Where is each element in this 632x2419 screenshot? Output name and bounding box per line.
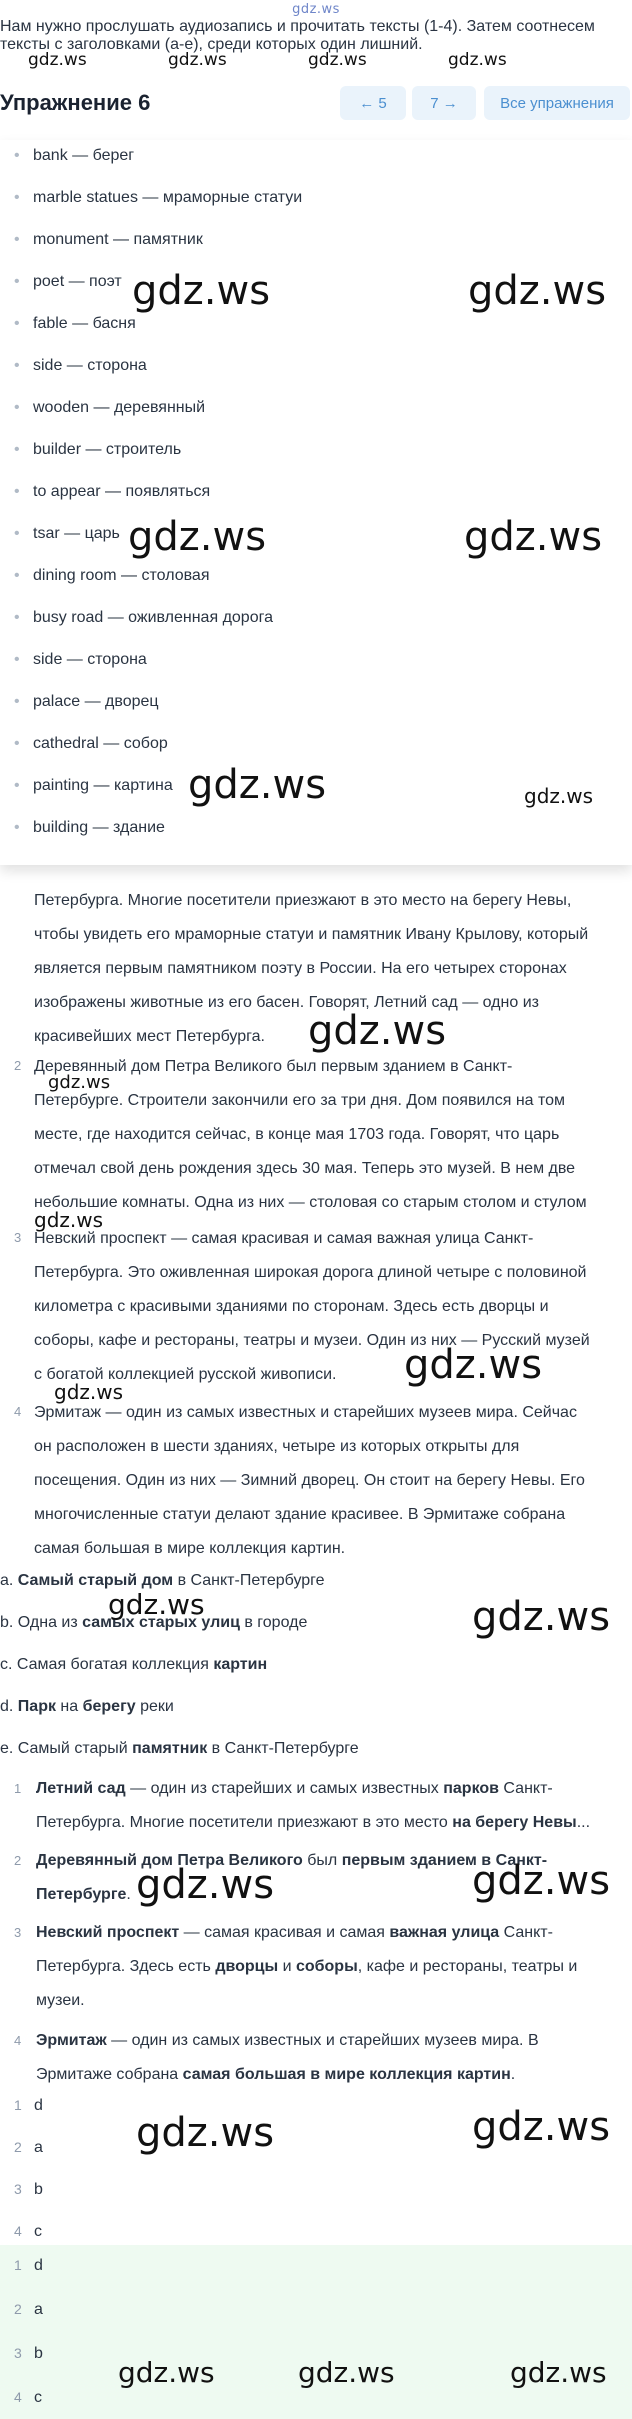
answer-value: a: [34, 2139, 43, 2156]
watermark: gdz.ws: [108, 1588, 205, 1621]
analysis-4: [36, 2024, 626, 2092]
vocabulary-panel: [0, 140, 632, 865]
vocab-item: • painting — картина: [14, 776, 173, 796]
option-letter: c.: [0, 1656, 13, 1673]
option-keyword: самых старых улиц: [82, 1614, 240, 1631]
vocab-item: • tsar — царь: [14, 524, 120, 544]
analysis-text: ...: [576, 1814, 591, 1831]
text-line: Эрмитаж — один из самых известных и старейших музеев мира. Сейчас: [34, 1404, 577, 1421]
option-keyword: картин: [213, 1656, 268, 1673]
watermark: gdz.ws: [404, 1342, 543, 1388]
answer-number: 4: [14, 2223, 22, 2239]
correct-value: d: [34, 2257, 43, 2274]
option-keyword: памятник: [132, 1740, 208, 1757]
analysis-text: .: [510, 2066, 516, 2083]
text-line: является первым памятником поэту в России. На его четырех сторонах: [34, 960, 567, 977]
watermark: gdz.ws: [468, 268, 607, 314]
vocab-item: • bank — берег: [14, 146, 134, 166]
intro-text: [0, 18, 630, 54]
vocab-item: • building — здание: [14, 818, 165, 838]
text-number: 2: [14, 1058, 22, 1073]
watermark: gdz.ws: [472, 1594, 611, 1640]
text-line: многочисленные статуи делают здание красивее. В Эрмитаже собрана: [34, 1506, 566, 1523]
watermark: gdz.ws: [464, 514, 603, 560]
answer-number: 1: [14, 2097, 22, 2113]
analysis-text: — самая красивая и самая: [179, 1924, 390, 1941]
vocab-item: • to appear — появляться: [14, 482, 210, 502]
watermark: gdz.ws: [118, 2356, 215, 2389]
answer-value: b: [34, 2181, 43, 2198]
watermark: gdz.ws: [524, 784, 594, 808]
analysis-keyword: первым зданием в Санкт-: [341, 1852, 548, 1869]
analysis-line: [36, 1772, 626, 1806]
correct-number: 4: [14, 2389, 22, 2405]
analysis-text: Эрмитаже собрана: [36, 2066, 183, 2083]
answer-value: c: [34, 2223, 42, 2240]
text-line: соборы, кафе и рестораны, театры и музеи. Один из них — Русский музей: [34, 1332, 590, 1349]
intro-line: Нам нужно прослушать аудиозапись и прочитать тексты (1-4). Затем соотнесем: [0, 18, 595, 35]
text-number: 4: [14, 1404, 22, 1419]
text-line: изображены животные из его басен. Говорят, Летний сад — одно из: [34, 994, 539, 1011]
vocab-item: • side — сторона: [14, 356, 147, 376]
text-2: [34, 1050, 624, 1220]
watermark: gdz.ws: [510, 2356, 607, 2389]
analysis-line: [36, 1916, 626, 1950]
option-letter: b.: [0, 1614, 14, 1631]
correct-number: 2: [14, 2301, 22, 2317]
text-number: 3: [14, 1230, 22, 1245]
watermark: gdz.ws: [472, 2104, 611, 2150]
option-text: в Санкт-Петербурге: [207, 1740, 359, 1757]
option-keyword: берегу: [82, 1698, 136, 1715]
correct-value: c: [34, 2389, 42, 2406]
analysis-keyword: Невский проспект: [36, 1924, 180, 1941]
vocab-item: • palace — дворец: [14, 692, 159, 712]
watermark: gdz.ws: [168, 50, 227, 70]
analysis-number: 4: [14, 2033, 22, 2048]
analysis-text: был: [302, 1852, 342, 1869]
option-text: Самый старый: [17, 1740, 133, 1757]
site-logo[interactable]: gdz.ws: [292, 2, 340, 17]
watermark: gdz.ws: [188, 762, 327, 808]
text-line: он расположен в шести зданиях, четыре из которых открыты для: [34, 1438, 520, 1455]
text-line: чтобы увидеть его мраморные статуи и памятник Ивану Крылову, который: [34, 926, 589, 943]
prev-exercise-button[interactable]: ← 5: [340, 86, 406, 120]
analysis-1: [36, 1772, 626, 1840]
option-text: Одна из: [17, 1614, 83, 1631]
watermark: gdz.ws: [54, 1380, 124, 1404]
analysis-keyword: парков: [443, 1780, 499, 1797]
text-line: Невский проспект — самая красивая и самая важная улица Санкт-: [34, 1230, 534, 1247]
analysis-number: 3: [14, 1925, 22, 1940]
analysis-3: [36, 1916, 626, 2018]
watermark: gdz.ws: [28, 50, 87, 70]
option-keyword: Самый старый дом: [17, 1572, 174, 1589]
vocab-item: • wooden — деревянный: [14, 398, 205, 418]
watermark: gdz.ws: [132, 268, 271, 314]
text-line: Петербурга. Это оживленная широкая дорога длиной четыре с половиной: [34, 1264, 587, 1281]
analysis-keyword: Петербурге: [36, 1886, 127, 1903]
option-letter: a.: [0, 1572, 14, 1589]
vocab-item: • dining room — столовая: [14, 566, 209, 586]
analysis-keyword: Летний сад: [36, 1780, 126, 1797]
analysis-line: музеи.: [36, 1992, 85, 2009]
exercise-title: Упражнение 6: [0, 90, 151, 115]
analysis-text: , кафе и рестораны, театры и: [357, 1958, 578, 1975]
watermark: gdz.ws: [136, 1862, 275, 1908]
analysis-text: — один из самых известных и старейших музеев мира. В: [106, 2032, 539, 2049]
answer-number: 2: [14, 2139, 22, 2155]
analysis-number: 1: [14, 1781, 22, 1796]
correct-answers-block: [0, 2245, 632, 2419]
text-line: отмечал свой день рождения здесь 30 мая. Теперь это музей. В нем две: [34, 1160, 576, 1177]
correct-number: 1: [14, 2257, 22, 2273]
analysis-line: [36, 1950, 626, 1984]
text-line: небольшие комнаты. Одна из них — столовая со старым столом и стулом: [34, 1194, 587, 1211]
analysis-keyword: на берегу Невы: [452, 1814, 577, 1831]
vocab-item: • side — сторона: [14, 650, 147, 670]
analysis-line: [36, 2024, 626, 2058]
vocab-item: • fable — басня: [14, 314, 136, 334]
watermark: gdz.ws: [308, 1008, 447, 1054]
text-line: самая большая в мире коллекция картин.: [34, 1540, 346, 1557]
option-letter: d.: [0, 1698, 14, 1715]
correct-value: a: [34, 2301, 43, 2318]
answer-value: d: [34, 2097, 43, 2114]
option-c: [0, 1656, 267, 1674]
analysis-keyword: самая большая в мире коллекция картин: [182, 2066, 511, 2083]
option-text: на: [55, 1698, 83, 1715]
analysis-text: и: [278, 1958, 296, 1975]
option-text: реки: [135, 1698, 174, 1715]
correct-number: 3: [14, 2345, 22, 2361]
correct-value: b: [34, 2345, 43, 2362]
all-exercises-button[interactable]: Все упражнения: [484, 86, 630, 120]
text-line: Петербурга. Многие посетители приезжают в это место на берегу Невы,: [34, 892, 572, 909]
vocab-item: • marble statues — мраморные статуи: [14, 188, 302, 208]
analysis-keyword: Деревянный дом Петра Великого: [36, 1852, 303, 1869]
watermark: gdz.ws: [472, 1858, 611, 1904]
analysis-keyword: важная улица: [389, 1924, 500, 1941]
vocab-item: • builder — строитель: [14, 440, 181, 460]
analysis-keyword: Эрмитаж: [36, 2032, 107, 2049]
analysis-text: Санкт-: [498, 1780, 553, 1797]
watermark: gdz.ws: [308, 50, 367, 70]
text-line: месте, где находится сейчас, в конце мая 1703 года. Говорят, что царь: [34, 1126, 560, 1143]
analysis-line: [36, 1806, 626, 1840]
text-line: красивейших мест Петербурга.: [34, 1028, 265, 1045]
intro-line: тексты с заголовками (a-e), среди которых один лишний.: [0, 36, 423, 53]
next-exercise-button[interactable]: 7 →: [412, 86, 476, 120]
analysis-text: — один из старейших и самых известных: [125, 1780, 444, 1797]
watermark: gdz.ws: [136, 2110, 275, 2156]
text-line: Петербурге. Строители закончили его за три дня. Дом появился на том: [34, 1092, 566, 1109]
text-4: [34, 1396, 624, 1566]
watermark: gdz.ws: [48, 1072, 111, 1093]
option-text: Самая богатая коллекция: [16, 1656, 214, 1673]
text-line: с богатой коллекцией русской живописи.: [34, 1366, 337, 1383]
vocab-item: • monument — памятник: [14, 230, 203, 250]
vocab-item: • busy road — оживленная дорога: [14, 608, 273, 628]
watermark: gdz.ws: [448, 50, 507, 70]
watermark: gdz.ws: [128, 514, 267, 560]
analysis-text: Петербурга. Многие посетители приезжают в это место: [36, 1814, 453, 1831]
analysis-keyword: дворцы: [215, 1958, 279, 1975]
option-letter: e.: [0, 1740, 14, 1757]
vocab-item: • poet — поэт: [14, 272, 122, 292]
analysis-text: Петербурга. Здесь есть: [36, 1958, 216, 1975]
analysis-text: .: [126, 1886, 131, 1903]
analysis-line: [36, 2058, 626, 2092]
text-line: Деревянный дом Петра Великого был первым зданием в Санкт-: [34, 1058, 513, 1075]
option-text: в Санкт-Петербурге: [173, 1572, 325, 1589]
text-line: километра с красивыми зданиями по сторонам. Здесь есть дворцы и: [34, 1298, 549, 1315]
watermark: gdz.ws: [34, 1208, 104, 1232]
analysis-text: Санкт-: [499, 1924, 553, 1941]
answer-number: 3: [14, 2181, 22, 2197]
vocab-item: • cathedral — собор: [14, 734, 168, 754]
option-e: [0, 1740, 359, 1758]
text-line: посещения. Один из них — Зимний дворец. Он стоит на берегу Невы. Его: [34, 1472, 585, 1489]
analysis-keyword: соборы: [295, 1958, 358, 1975]
option-d: [0, 1698, 174, 1716]
option-keyword: Парк: [17, 1698, 56, 1715]
option-text: в городе: [239, 1614, 308, 1631]
analysis-number: 2: [14, 1853, 22, 1868]
watermark: gdz.ws: [298, 2356, 395, 2389]
